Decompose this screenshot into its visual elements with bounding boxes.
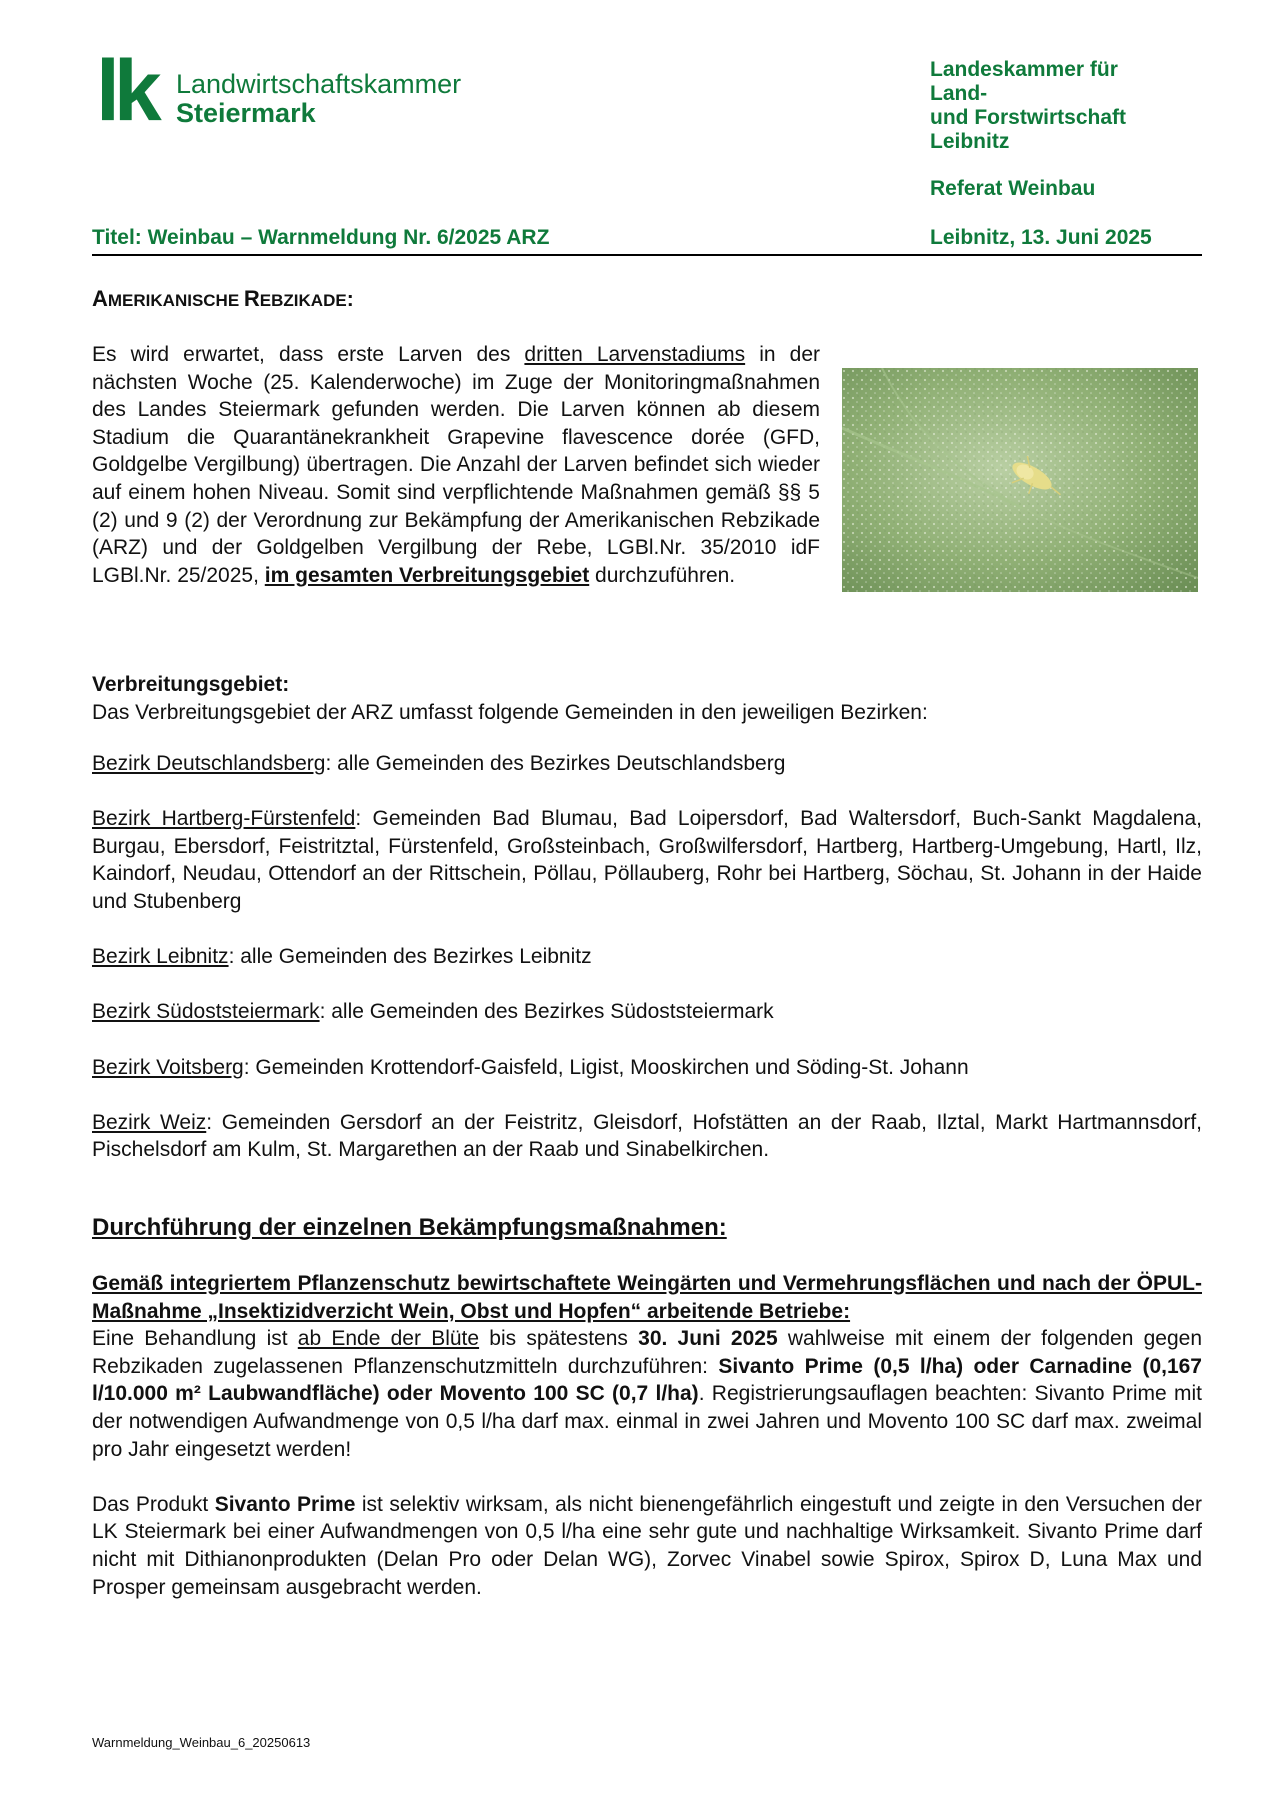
text: Eine Behandlung ist — [92, 1327, 298, 1351]
footer-filename: Warnmeldung_Weinbau_6_20250613 — [92, 1735, 311, 1750]
district-text: : Gemeinden Gersdorf an der Feistritz, Gleisdorf, Hofstätten an der Raab, Ilztal, Markt Hartmannsdorf, Pischelsdorf am Kulm, St. Margarethen an der Raab und Sinabelkirchen. — [92, 1110, 1202, 1162]
district-name: Bezirk Leibnitz — [92, 945, 229, 969]
district-item — [92, 1109, 1202, 1164]
arz-paragraph — [92, 341, 820, 589]
district-item — [92, 998, 1202, 1026]
text: ist selektiv wirksam, als nicht bienengefährlich eingestuft und zeigte in den Versuchen der LK Steiermark bei einer Aufwandmengen von 0,5 l/ha eine sehr gute und nachhaltige Wirksamkeit. Sivanto Prime darf nicht mit Dithianonprodukten (Delan Pro oder Delan WG), Zorvec Vinabel sowie Spirox, Spirox D, Luna Max und Prosper gemeinsam ausgebracht werden. — [92, 1492, 1202, 1599]
distribution-section — [92, 671, 1202, 726]
distribution-intro: Das Verbreitungsgebiet der ARZ umfasst folgende Gemeinden in den jeweiligen Bezirken: — [92, 700, 928, 724]
org-line-4: Leibnitz — [930, 130, 1010, 153]
measures-paragraph-1 — [92, 1325, 1202, 1463]
district-text: : alle Gemeinden des Bezirkes Leibnitz — [228, 945, 592, 969]
org-line-2: Land- — [930, 82, 988, 105]
text: . Registrierungsauflagen beachten: Sivanto Prime mit der notwendigen Aufwandmenge von 0,5 l/ha darf max. einmal in zwei Jahren und Movento 100 SC darf max. zweimal pro Jahr eingesetzt werden! — [92, 1382, 1202, 1461]
text: durchzuführen. — [589, 563, 736, 587]
text: in der nächsten Woche (25. Kalenderwoche) im Zuge der Monitoringmaßnahmen des Landes Steiermark gefunden werden. Die Larven können ab diesem Stadium die Quarantänekrankheit Grapevine flavescence dorée (GFD, Goldgelbe Vergilbung) übertragen. Die Anzahl der Larven befindet sich wieder auf einem hohen Niveau. Somit sind verpflichtende Maßnahmen gemäß §§ 5 (2) und 9 (2) der Verordnung zur Bekämpfung der Amerikanischen Rebzikade (ARZ) und der Goldgelben Vergilbung der Rebe, LGBl.Nr. 35/2010 idF LGBl.Nr. 25/2025, — [92, 343, 820, 587]
department: Referat Weinbau — [930, 177, 1096, 200]
underlined-bold-text: im gesamten Verbreitungsgebiet — [264, 563, 590, 587]
district-list — [92, 750, 1202, 1164]
document-date: Leibnitz, 13. Juni 2025 — [930, 226, 1152, 249]
district-text: : Gemeinden Krottendorf-Gaisfeld, Ligist, Mooskirchen und Söding-St. Johann — [243, 1055, 969, 1079]
text: Das Produkt — [92, 1492, 215, 1516]
title-row — [92, 226, 1202, 256]
underlined-text: ab Ende der Blüte — [297, 1327, 480, 1351]
district-item — [92, 805, 1202, 915]
measures-paragraph-2 — [92, 1491, 1202, 1601]
distribution-heading: Verbreitungsgebiet: — [92, 673, 290, 696]
org-line-3: und Forstwirtschaft — [930, 106, 1127, 129]
text: wahlweise mit einem der folgenden gegen Rebzikaden zugelassenen Pflanzenschutzmitteln durchzuführen: — [92, 1327, 1203, 1378]
heading-part: MERIKANISCHE — [107, 291, 244, 310]
logo-line-2: Steiermark — [176, 98, 316, 128]
district-name: Bezirk Südoststeiermark — [92, 1000, 320, 1024]
district-item — [92, 750, 1202, 778]
bold-text: Sivanto Prime (0,5 l/ha) oder Carnadine (0,167 l/10.000 m² Laubwandfläche) oder Movento 100 SC (0,7 l/ha) — [92, 1354, 1202, 1406]
underlined-text: dritten Larvenstadiums — [524, 343, 746, 366]
district-text: : alle Gemeinden des Bezirkes Deutschlandsberg — [325, 752, 786, 775]
measures-subheading: Gemäß integriertem Pflanzenschutz bewirtschaftete Weingärten und Vermehrungsflächen und nach der ÖPUL-Maßnahme „Insektizidverzicht Wein, Obst und Hopfen“ arbeitende Betriebe: — [92, 1272, 1202, 1323]
heading-colon: : — [346, 288, 354, 311]
logo-text — [176, 70, 461, 128]
district-name: Bezirk Weiz — [92, 1110, 207, 1134]
heading-part: EBZIKADE — [259, 291, 347, 310]
district-item — [92, 1054, 1202, 1082]
org-line-1: Landeskammer für — [930, 58, 1118, 81]
measures-heading: Durchführung der einzelnen Bekämpfungsmaßnahmen: — [92, 1214, 727, 1241]
measures-section — [92, 1270, 1202, 1601]
district-name: Bezirk Hartberg-Fürstenfeld — [92, 807, 356, 831]
logo-line-1: Landwirtschaftskammer — [176, 69, 462, 99]
text: bis spätestens — [479, 1327, 639, 1351]
district-text: : alle Gemeinden des Bezirkes Südoststeiermark — [319, 1000, 774, 1024]
organisation-block — [930, 58, 1250, 201]
district-name: Bezirk Voitsberg — [92, 1055, 244, 1079]
bold-text: 30. Juni 2025 — [638, 1327, 778, 1351]
bold-text: Sivanto Prime — [214, 1492, 356, 1516]
section-heading-arz — [92, 286, 354, 312]
heading-cap: R — [243, 286, 260, 311]
text: Es wird erwartet, dass erste Larven des — [92, 343, 525, 366]
district-item — [92, 943, 1202, 971]
heading-cap: A — [92, 286, 108, 311]
logo-mark: lk — [96, 43, 156, 139]
district-name: Bezirk Deutschlandsberg — [92, 752, 326, 775]
document-title: Titel: Weinbau – Warnmeldung Nr. 6/2025 ARZ — [92, 226, 550, 249]
leafhopper-photo — [842, 368, 1198, 592]
district-text: : Gemeinden Bad Blumau, Bad Loipersdorf, Bad Waltersdorf, Buch-Sankt Magdalena, Burgau, Ebersdorf, Feistritztal, Fürstenfeld, Großsteinbach, Großwilfersdorf, Hartberg, Hartberg-Umgebung, Hartl, Ilz, Kaindorf, Neudau, Ottendorf an der Rittschein, Pöllau, Pöllauberg, Rohr bei Hartberg, Söchau, St. Johann in der Haide und Stubenberg — [92, 807, 1202, 913]
